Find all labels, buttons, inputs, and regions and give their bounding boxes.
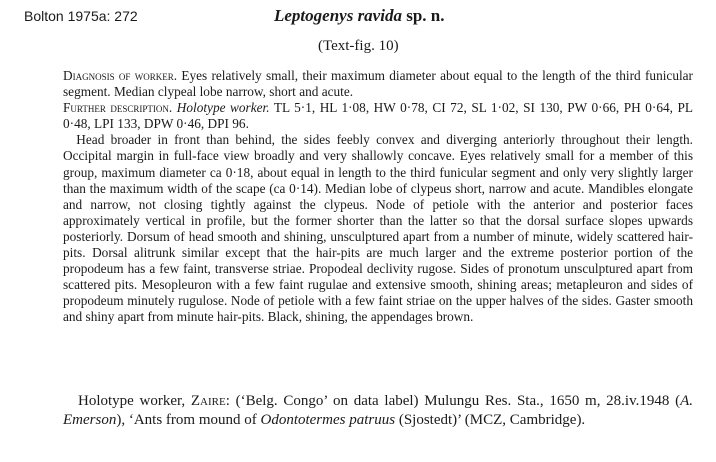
description-paragraph: Head broader in front than behind, the sides feebly convex and diverging anteriorly throughout their length. Occipital margin in full-face view broadly and very shallowly concave. Eyes relatively small for a member of this group, maximum diameter ca 0·18, about equal in length to the third funicular segment and only very slightly larger than the maximum width of the scape (ca 0·14). Median lobe of clypeus short, narrow and acute. Mandibles elongate and narrow, not closing tightly against the clypeus. Node of petiole with the anterior and posterior faces approximately vertical in profile, but the former shorter than the latter so that the dorsal surface slopes upwards posteriorly. Dorsum of head smooth and shining, unsculptured apart from a number of minute, widely scattered hair-pits. Dorsal alitrunk similar except that the hair-pits are much larger and the extreme posterior portion of the propodeum has a few faint, transverse striae. Propodeal declivity rugose. Sides of pronotum unsculptured apart from scattered pits. Mesopleuron with a few faint rugulae and extensive smooth, shining areas; metapleuron and sides of propodeum minutely rugulose. Node of petiole with a few faint striae on the upper halves of the sides. Gaster smooth and shiny apart from minute hair-pits. Black, shining, the appendages brown. <box>63 132 693 325</box>
holotype-label: Holotype worker. <box>176 100 270 116</box>
holotype-text-1: Holotype worker, <box>78 393 191 409</box>
holotype-host: Odontotermes patruus <box>260 412 396 428</box>
diagnosis-text: Eyes relatively small, their maximum diameter about equal to the length of the third funicular segment. Median clypeal lobe narrow, short and acute. <box>63 68 693 100</box>
holotype-section <box>63 392 693 430</box>
holotype-text-3: ), ‘Ants from mound of <box>116 412 261 428</box>
species-name: Leptogenys ravida <box>274 6 402 25</box>
holotype-paragraph <box>63 392 693 430</box>
further-description-label: Further description. <box>63 100 173 116</box>
species-title <box>274 6 444 26</box>
citation-reference: Bolton 1975a: 272 <box>24 8 138 24</box>
figure-reference: (Text-fig. 10) <box>318 38 399 54</box>
description-body <box>63 68 693 326</box>
diagnosis-paragraph <box>63 68 693 100</box>
holotype-text-2: : (‘Belg. Congo’ on data label) Mulungu Res. Sta., 1650 m, 28.iv.1948 ( <box>225 393 681 409</box>
species-suffix: sp. n. <box>401 6 445 25</box>
diagnosis-label: Diagnosis of worker. <box>63 68 178 83</box>
holotype-collector: A. Emerson <box>63 393 693 428</box>
further-description-paragraph <box>63 100 693 132</box>
holotype-country: Zaire <box>190 393 226 409</box>
holotype-text-4: (Sjostedt)’ (MCZ, Cambridge). <box>395 412 586 428</box>
measurements-text: TL 5·1, HL 1·08, HW 0·78, CI 72, SL 1·02, SI 130, PW 0·66, PH 0·64, PL 0·48, LPI 133, DPW 0·46, DPI 96. <box>63 100 693 132</box>
